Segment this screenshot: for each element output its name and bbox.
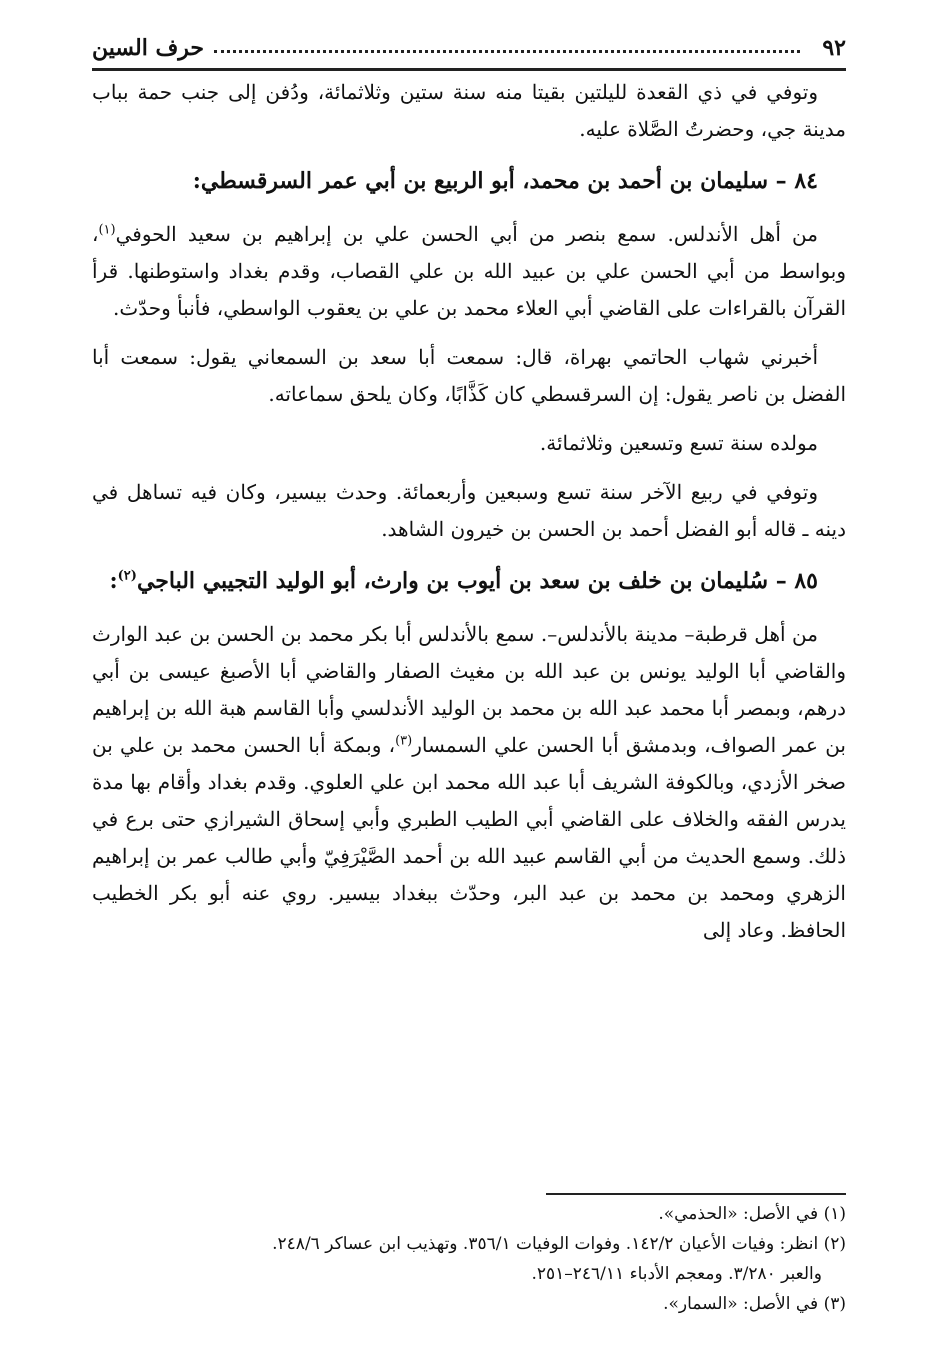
footnote-divider xyxy=(546,1193,846,1195)
running-header xyxy=(92,28,846,71)
text-span: : xyxy=(109,568,118,594)
footnote-ref-3[interactable]: (٣) xyxy=(395,733,413,749)
paragraph-84-biography xyxy=(92,216,846,327)
header-dot-leader xyxy=(214,50,800,53)
section-title: حرف السين xyxy=(92,35,205,61)
text-span: ، وبواسط من أبي الحسن علي بن عبيد الله بن علي القصاب، وقدم بغداد واستوطنها. قرأ القرآن بالقراءات على القاضي أبي العلاء محمد بن علي بن يعقوب الواسطي، فأنبأ وحدّث. xyxy=(92,222,846,320)
footnote-3: (٣) في الأصل: «السمار». xyxy=(663,1294,846,1314)
page-number: ٩٢ xyxy=(822,35,846,61)
text-span: ٨٥ – سُليمان بن خلف بن سعد بن أيوب بن وارث، أبو الوليد التجيبي الباجي xyxy=(136,568,818,594)
footnote-2-continuation: والعبر ٣/٢٨٠. ومعجم الأدباء ٢٤٦/١١–٢٥١. xyxy=(531,1264,822,1284)
paragraph-85-biography xyxy=(92,616,846,949)
footnotes xyxy=(92,1199,846,1319)
footnote-2: (٢) انظر: وفيات الأعيان ١٤٢/٢. وفوات الوفيات ٣٥٦/١. وتهذيب ابن عساكر ٢٤٨/٦. xyxy=(272,1234,846,1254)
footnote-ref-2[interactable]: (٢) xyxy=(117,568,137,584)
text-span: ، وبمكة أبا الحسن محمد بن علي بن صخر الأزدي، وبالكوفة الشريف أبا عبد الله محمد ابن علي العلوي. وقدم بغداد وأقام بها مدة يدرس الفقه والخلاف على القاضي أبي الطيب الطبري وأبي إسحاق الشيرازي حتى برع في ذلك. وسمع الحديث من أبي القاسم عبيد الله بن أحمد الصَّيْرَفِيّ وأبي طالب عمر بن إبراهيم الزهري ومحمد بن محمد بن عبد البر، وحدّث ببغداد بيسير. روي عنه أبو بكر الخطيب الحافظ. وعاد إلى xyxy=(92,733,846,942)
paragraph-84-report: أخبرني شهاب الحاتمي بهراة، قال: سمعت أبا سعد بن السمعاني يقول: سمعت أبا الفضل بن ناصر يقول: إن السرقسطي كان كَذَّابًا، وكان يلحق سماعاته. xyxy=(92,345,846,406)
footnote-ref-1[interactable]: (١) xyxy=(98,222,116,238)
paragraph-continuation: وتوفي في ذي القعدة لليلتين بقيتا منه سنة ستين وثلاثمائة، ودُفن إلى جنب حمة بباب مدينة جي، وحضرتُ الصَّلاة عليه. xyxy=(92,80,846,141)
entry-heading-85 xyxy=(92,560,846,602)
paragraph-84-birth: مولده سنة تسع وتسعين وثلاثمائة. xyxy=(539,431,818,455)
text-span: من أهل الأندلس. سمع بنصر من أبي الحسن علي بن إبراهيم بن سعيد الحوفي xyxy=(115,222,818,246)
text-span: من أهل قرطبة– مدينة بالأندلس–. سمع بالأندلس أبا بكر محمد بن الحسن بن عبد الوارث والقاضي أبا الوليد يونس بن عبد الله بن مغيث الصفار والقاضي أبا الأصبغ عيسى بن أبي درهم، وبمصر أبا محمد عبد الله بن محمد بن الوليد الأندلسي وأبا القاسم هبة الله بن إبراهيم بن عمر الصواف، وبدمشق أبا الحسن علي السمسار xyxy=(92,622,846,757)
footnote-1: (١) في الأصل: «الحذمي». xyxy=(658,1204,846,1224)
entry-heading-84: ٨٤ – سليمان بن أحمد بن محمد، أبو الربيع بن أبي عمر السرقسطي: xyxy=(192,168,818,194)
main-text xyxy=(92,74,846,961)
paragraph-84-death: وتوفي في ربيع الآخر سنة تسع وسبعين وأربعمائة. وحدث بيسير، وكان فيه تساهل في دينه ـ قاله أبو الفضل أحمد بن الحسن بن خيرون الشاهد. xyxy=(92,480,846,541)
